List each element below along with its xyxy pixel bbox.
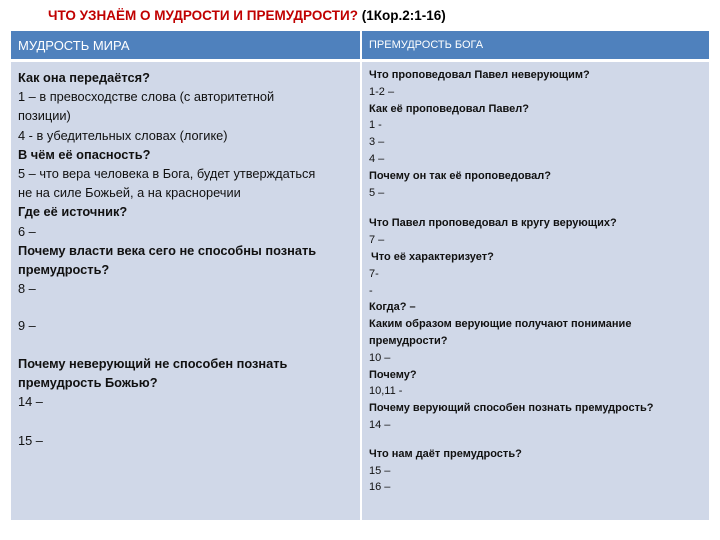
right-answer-line: 1-2 – [369, 85, 395, 98]
left-question-1: Как она передаётся? [18, 70, 150, 85]
left-answer-line: 8 – [18, 281, 36, 297]
title-reference: (1Кор.2:1-16) [361, 8, 446, 23]
right-question-7-cont: премудрости? [369, 334, 448, 347]
left-question-4: Почему власти века сего не способны познать [18, 242, 317, 258]
left-answer-line: 5 – что вера человека в Бога, будет утверждаться [18, 166, 316, 182]
worldly-wisdom-cell [11, 61, 361, 521]
right-question-9: Почему верующий способен познать премудрость? [369, 402, 654, 415]
right-answer-line: - [369, 284, 373, 297]
right-answer-line: 4 – [369, 152, 385, 165]
left-question-3: Где её источник? [18, 204, 128, 220]
right-answer-line: 1 - [369, 119, 382, 132]
header-worldly-wisdom: МУДРОСТЬ МИРА [11, 31, 361, 61]
right-answer-line: 7 – [369, 234, 385, 247]
right-answer-line: 5 – [369, 186, 385, 199]
left-answer-line: позиции) [18, 108, 71, 124]
header-row [11, 31, 709, 61]
right-answer-line: 16 – [369, 481, 391, 494]
left-answer-line: 4 - в убедительных словах (логике) [18, 127, 228, 143]
right-answer-line: 15 – [369, 464, 391, 477]
page-title [48, 8, 688, 30]
left-answer-line: 1 – в превосходстве слова (с авторитетной [18, 89, 275, 105]
right-answer-line: 10,11 - [369, 385, 403, 398]
left-question-5-cont: премудрость Божью? [18, 374, 158, 390]
title-main: ЧТО УЗНАЁМ О МУДРОСТИ И ПРЕМУДРОСТИ? [48, 8, 358, 23]
left-answer-line: не на силе Божьей, а на красноречии [18, 185, 241, 201]
right-answer-line: 10 – [369, 351, 391, 364]
right-answer-line: 3 – [369, 136, 385, 149]
left-question-5: Почему неверующий не способен познать [18, 355, 288, 371]
right-question-6: Когда? – [369, 301, 416, 314]
right-question-10: Что нам даёт премудрость? [369, 447, 522, 460]
right-question-8: Почему? [369, 368, 417, 381]
right-question-2: Как её проповедовал Павел? [369, 102, 529, 115]
right-question-7: Каким образом верующие получают понимание [369, 318, 632, 331]
right-question-1: Что проповедовал Павел неверующим? [369, 69, 590, 81]
comparison-table [11, 31, 709, 520]
gods-wisdom-cell [361, 61, 709, 521]
left-answer-line: 15 – [18, 433, 43, 449]
right-question-5: Что её характеризует? [371, 250, 494, 263]
header-gods-wisdom: ПРЕМУДРОСТЬ БОГА [361, 31, 709, 61]
right-answer-line: 14 – [369, 418, 391, 431]
right-answer-line: 7- [369, 267, 379, 280]
content-row [11, 61, 709, 521]
left-answer-line: 14 – [18, 394, 43, 410]
left-question-2: В чём её опасность? [18, 146, 151, 162]
left-question-4-cont: премудрость? [18, 262, 110, 278]
left-answer-line: 9 – [18, 318, 36, 334]
right-question-3: Почему он так её проповедовал? [369, 169, 551, 182]
left-answer-line: 6 – [18, 223, 36, 239]
right-question-4: Что Павел проповедовал в кругу верующих? [369, 217, 617, 230]
